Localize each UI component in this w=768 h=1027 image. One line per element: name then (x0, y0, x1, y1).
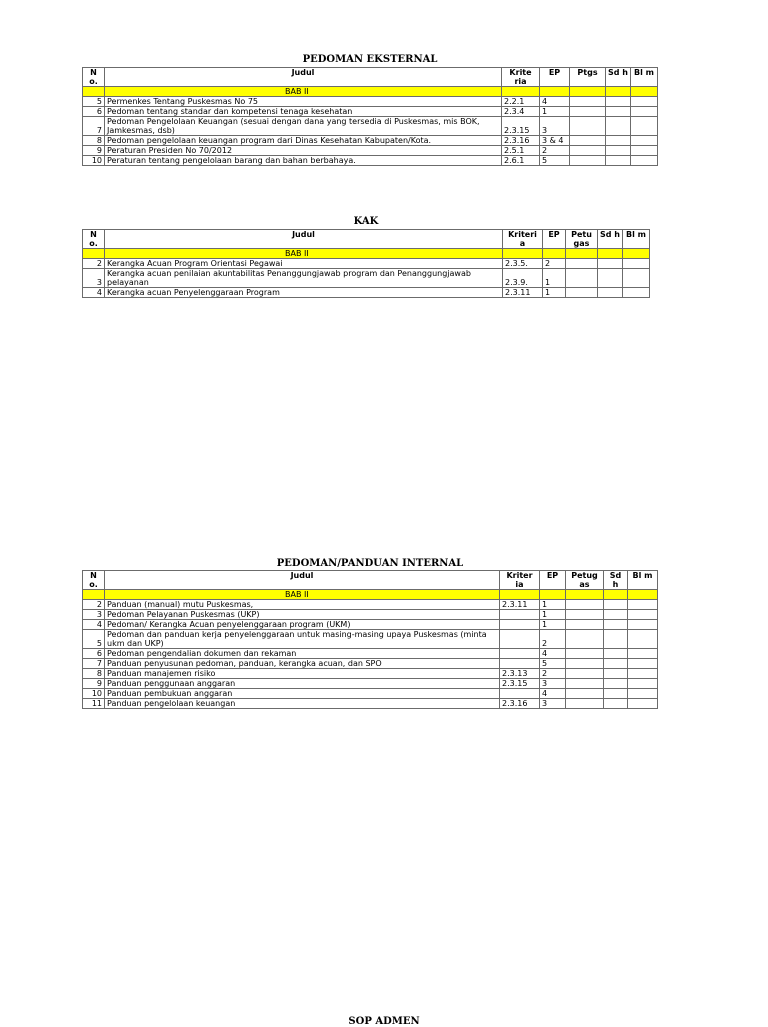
row-blm (628, 659, 658, 669)
col-header-no: N o. (83, 230, 105, 249)
row-kriteria (500, 649, 540, 659)
bab-cell (503, 249, 543, 259)
row-blm (631, 107, 658, 117)
row-judul: Kerangka acuan penilaian akuntabilitas Penanggungjawab program dan Penanggungjawab pelayanan (105, 269, 503, 288)
table-row (83, 146, 658, 156)
row-blm (628, 679, 658, 689)
row-blm (623, 269, 650, 288)
row-ep: 4 (540, 97, 570, 107)
row-judul: Pedoman tentang standar dan kompetensi tenaga kesehatan (105, 107, 502, 117)
row-number: 5 (83, 630, 105, 649)
row-sdh (606, 146, 631, 156)
table-row (83, 679, 658, 689)
table-row (83, 610, 658, 620)
bab-row (83, 249, 650, 259)
row-ep: 1 (540, 600, 566, 610)
row-ptgs (566, 630, 604, 649)
row-kriteria: 2.3.11 (503, 288, 543, 298)
col-header-sdh: Sd h (604, 571, 628, 590)
section-title: PEDOMAN EKSTERNAL (302, 54, 438, 65)
row-blm (631, 117, 658, 136)
col-header-sdh: Sd h (598, 230, 623, 249)
row-ep: 1 (543, 288, 566, 298)
col-header-judul: Judul (105, 571, 500, 590)
row-ep: 3 (540, 699, 566, 709)
row-number: 6 (83, 107, 105, 117)
row-sdh (604, 610, 628, 620)
row-judul: Panduan pembukuan anggaran (105, 689, 500, 699)
row-ep: 5 (540, 659, 566, 669)
row-ep: 1 (543, 269, 566, 288)
col-header-kriteria: Krite ria (502, 68, 540, 87)
row-ptgs (566, 600, 604, 610)
row-ptgs (566, 259, 598, 269)
row-sdh (606, 107, 631, 117)
row-ptgs (570, 146, 606, 156)
table-row (83, 259, 650, 269)
row-blm (631, 136, 658, 146)
row-ep: 5 (540, 156, 570, 166)
row-ptgs (566, 679, 604, 689)
row-blm (628, 630, 658, 649)
row-kriteria: 2.3.4 (502, 107, 540, 117)
table-row (83, 649, 658, 659)
bab-cell (598, 249, 623, 259)
section-title: PEDOMAN/PANDUAN INTERNAL (276, 558, 464, 569)
row-number: 3 (83, 610, 105, 620)
row-ptgs (566, 659, 604, 669)
row-sdh (604, 699, 628, 709)
row-blm (628, 610, 658, 620)
table-row (83, 288, 650, 298)
row-ep: 2 (540, 630, 566, 649)
row-ptgs (566, 288, 598, 298)
row-ep: 3 (540, 679, 566, 689)
bab-cell (570, 87, 606, 97)
row-number: 10 (83, 689, 105, 699)
row-kriteria (500, 659, 540, 669)
row-judul: Panduan pengelolaan keuangan (105, 699, 500, 709)
row-kriteria: 2.5.1 (502, 146, 540, 156)
col-header-blm: Bl m (628, 571, 658, 590)
row-ptgs (570, 156, 606, 166)
row-kriteria: 2.3.5. (503, 259, 543, 269)
bab-cell (502, 87, 540, 97)
col-header-ptgs: Petu gas (566, 230, 598, 249)
row-ptgs (570, 117, 606, 136)
bab-label: BAB II (105, 590, 500, 600)
row-sdh (604, 600, 628, 610)
bab-cell (566, 249, 598, 259)
row-ptgs (566, 669, 604, 679)
row-judul: Pedoman pengelolaan keuangan program dari Dinas Kesehatan Kabupaten/Kota. (105, 136, 502, 146)
bab-cell (631, 87, 658, 97)
table-header-row (83, 230, 650, 249)
row-number: 9 (83, 146, 105, 156)
row-kriteria (500, 630, 540, 649)
row-ep: 3 & 4 (540, 136, 570, 146)
table-row (83, 620, 658, 630)
row-ptgs (566, 699, 604, 709)
row-kriteria: 2.3.16 (500, 699, 540, 709)
row-judul: Pedoman dan panduan kerja penyelenggaraan untuk masing-masing upaya Puskesmas (minta ukm dan UKP) (105, 630, 500, 649)
col-header-kriteria: Kriteri a (503, 230, 543, 249)
col-header-blm: Bl m (623, 230, 650, 249)
row-ep: 2 (543, 259, 566, 269)
row-ptgs (566, 620, 604, 630)
table-row (83, 689, 658, 699)
row-ptgs (566, 649, 604, 659)
row-kriteria (500, 610, 540, 620)
row-judul: Panduan manajemen risiko (105, 669, 500, 679)
col-header-blm: Bl m (631, 68, 658, 87)
row-judul: Panduan penggunaan anggaran (105, 679, 500, 689)
row-number: 3 (83, 269, 105, 288)
row-number: 8 (83, 136, 105, 146)
row-judul: Pedoman/ Kerangka Acuan penyelenggaraan program (UKM) (105, 620, 500, 630)
table-pedoman-eksternal (82, 67, 658, 166)
row-sdh (604, 669, 628, 679)
bab-cell (83, 249, 105, 259)
bab-cell (604, 590, 628, 600)
row-blm (631, 97, 658, 107)
row-kriteria: 2.3.11 (500, 600, 540, 610)
row-number: 4 (83, 288, 105, 298)
bab-cell (500, 590, 540, 600)
row-blm (631, 156, 658, 166)
row-sdh (604, 689, 628, 699)
col-header-ptgs: Ptgs (570, 68, 606, 87)
bab-cell (606, 87, 631, 97)
bab-cell (623, 249, 650, 259)
bab-cell (566, 590, 604, 600)
row-ep: 4 (540, 689, 566, 699)
row-ep: 2 (540, 669, 566, 679)
row-blm (628, 669, 658, 679)
row-blm (628, 649, 658, 659)
row-sdh (606, 117, 631, 136)
row-sdh (606, 136, 631, 146)
bab-cell (543, 249, 566, 259)
bab-row (83, 590, 658, 600)
bab-cell (540, 590, 566, 600)
row-number: 2 (83, 259, 105, 269)
bab-cell (628, 590, 658, 600)
row-blm (628, 699, 658, 709)
col-header-ep: EP (540, 571, 566, 590)
row-number: 8 (83, 669, 105, 679)
row-sdh (606, 97, 631, 107)
row-ep: 4 (540, 649, 566, 659)
row-judul: Pedoman pengendalian dokumen dan rekaman (105, 649, 500, 659)
row-judul: Pedoman Pengelolaan Keuangan (sesuai dengan dana yang tersedia di Puskesmas, mis BOK, Jamkesmas, dsb) (105, 117, 502, 136)
row-judul: Kerangka Acuan Program Orientasi Pegawai (105, 259, 503, 269)
bab-row (83, 87, 658, 97)
table-row (83, 600, 658, 610)
row-blm (628, 689, 658, 699)
row-judul: Peraturan tentang pengelolaan barang dan bahan berbahaya. (105, 156, 502, 166)
row-number: 6 (83, 649, 105, 659)
row-kriteria: 2.2.1 (502, 97, 540, 107)
row-sdh (604, 679, 628, 689)
bab-label: BAB II (105, 249, 503, 259)
row-kriteria: 2.6.1 (502, 156, 540, 166)
row-judul: Peraturan Presiden No 70/2012 (105, 146, 502, 156)
row-number: 2 (83, 600, 105, 610)
table-row (83, 699, 658, 709)
row-sdh (606, 156, 631, 166)
row-number: 11 (83, 699, 105, 709)
bab-cell (83, 590, 105, 600)
row-kriteria: 2.3.13 (500, 669, 540, 679)
table-row (83, 269, 650, 288)
row-sdh (598, 259, 623, 269)
row-judul: Panduan penyusunan pedoman, panduan, kerangka acuan, dan SPO (105, 659, 500, 669)
table-row (83, 630, 658, 649)
row-blm (623, 259, 650, 269)
row-number: 10 (83, 156, 105, 166)
col-header-no: N o. (83, 571, 105, 590)
row-number: 9 (83, 679, 105, 689)
section-title: KAK (353, 216, 379, 227)
row-judul: Pedoman Pelayanan Puskesmas (UKP) (105, 610, 500, 620)
row-ptgs (570, 107, 606, 117)
row-ep: 1 (540, 620, 566, 630)
row-kriteria: 2.3.9. (503, 269, 543, 288)
bab-cell (540, 87, 570, 97)
table-row (83, 136, 658, 146)
footer-title: SOP ADMEN (348, 1016, 420, 1027)
row-sdh (604, 630, 628, 649)
row-sdh (604, 620, 628, 630)
table-row (83, 659, 658, 669)
table-row (83, 117, 658, 136)
col-header-ep: EP (540, 68, 570, 87)
bab-label: BAB II (105, 87, 502, 97)
row-kriteria: 2.3.15 (502, 117, 540, 136)
bab-cell (83, 87, 105, 97)
row-ptgs (570, 97, 606, 107)
row-ep: 3 (540, 117, 570, 136)
row-blm (631, 146, 658, 156)
table-pedoman-internal (82, 570, 658, 709)
col-header-ep: EP (543, 230, 566, 249)
row-kriteria (500, 689, 540, 699)
col-header-judul: Judul (105, 68, 502, 87)
row-ptgs (566, 269, 598, 288)
row-ep: 2 (540, 146, 570, 156)
row-judul: Kerangka acuan Penyelenggaraan Program (105, 288, 503, 298)
row-blm (628, 620, 658, 630)
row-blm (628, 600, 658, 610)
row-number: 7 (83, 117, 105, 136)
row-judul: Permenkes Tentang Puskesmas No 75 (105, 97, 502, 107)
row-kriteria: 2.3.15 (500, 679, 540, 689)
row-ptgs (566, 610, 604, 620)
row-number: 7 (83, 659, 105, 669)
table-row (83, 107, 658, 117)
col-header-sdh: Sd h (606, 68, 631, 87)
row-kriteria: 2.3.16 (502, 136, 540, 146)
row-sdh (604, 659, 628, 669)
row-sdh (598, 269, 623, 288)
col-header-ptgs: Petug as (566, 571, 604, 590)
row-ptgs (570, 136, 606, 146)
table-header-row (83, 571, 658, 590)
col-header-judul: Judul (105, 230, 503, 249)
table-header-row (83, 68, 658, 87)
row-sdh (598, 288, 623, 298)
col-header-kriteria: Kriter ia (500, 571, 540, 590)
row-ep: 1 (540, 107, 570, 117)
row-ep: 1 (540, 610, 566, 620)
row-number: 4 (83, 620, 105, 630)
col-header-no: N o. (83, 68, 105, 87)
table-row (83, 156, 658, 166)
row-number: 5 (83, 97, 105, 107)
table-kak (82, 229, 650, 298)
table-row (83, 97, 658, 107)
row-ptgs (566, 689, 604, 699)
row-blm (623, 288, 650, 298)
row-judul: Panduan (manual) mutu Puskesmas, (105, 600, 500, 610)
row-sdh (604, 649, 628, 659)
table-row (83, 669, 658, 679)
row-kriteria (500, 620, 540, 630)
